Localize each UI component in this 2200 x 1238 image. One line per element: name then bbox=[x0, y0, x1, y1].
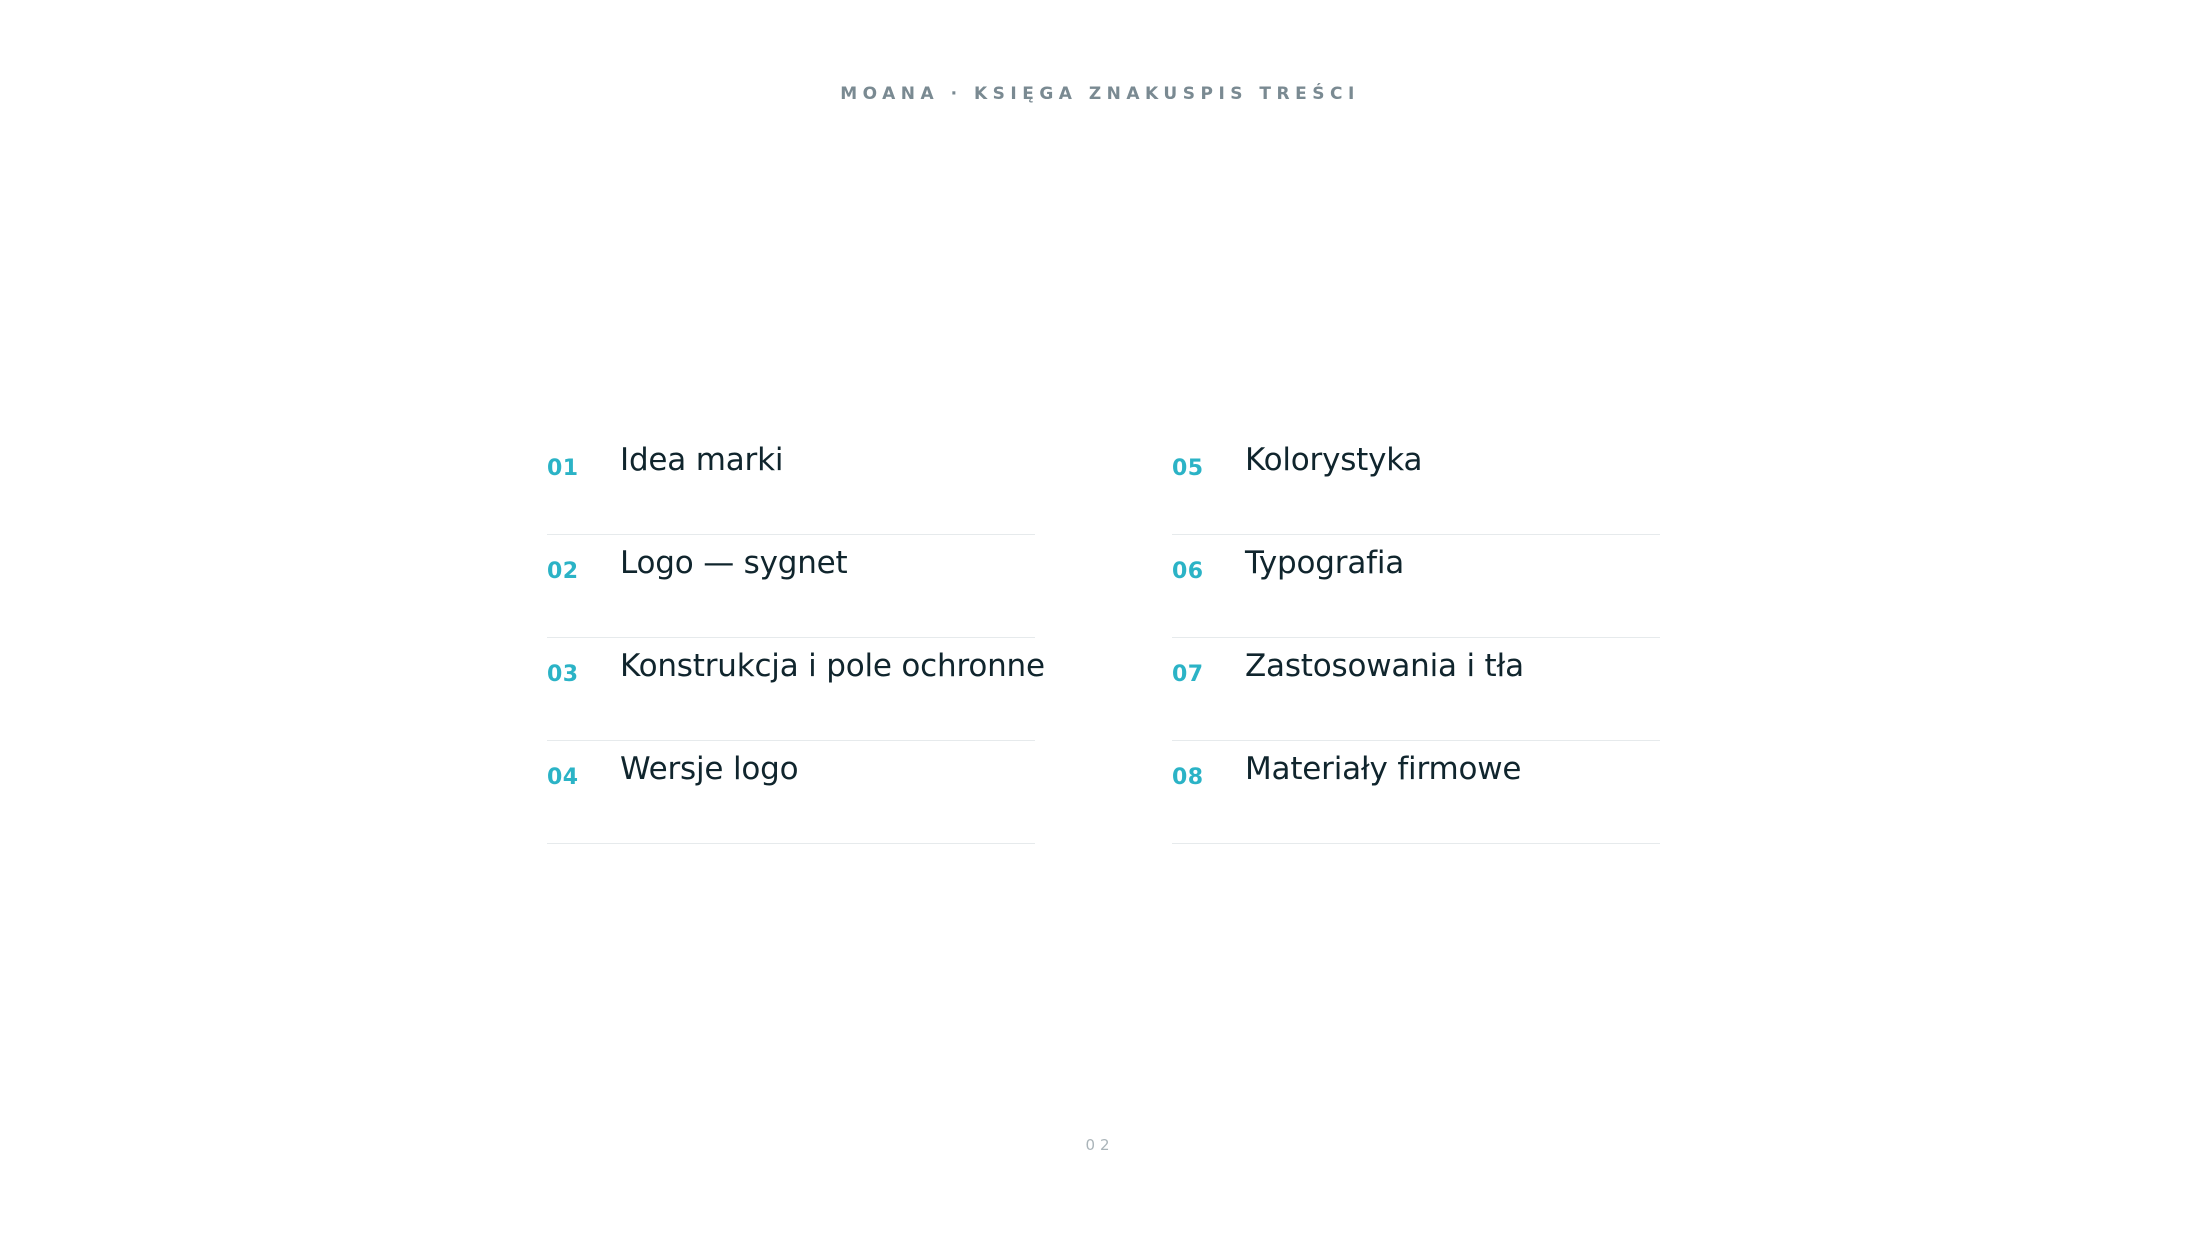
toc-item-title: Kolorystyka bbox=[1245, 442, 1423, 478]
toc-item-title: Zastosowania i tła bbox=[1245, 648, 1524, 684]
toc-item-title: Idea marki bbox=[620, 442, 784, 478]
toc-item-number: 06 bbox=[1172, 559, 1204, 584]
toc-item-number: 03 bbox=[547, 662, 579, 687]
toc-item-number: 01 bbox=[547, 456, 579, 481]
toc-item[interactable] bbox=[1172, 741, 1660, 844]
page-number: 02 bbox=[1085, 1136, 1115, 1154]
toc-item[interactable] bbox=[1172, 638, 1660, 741]
toc-item-number: 02 bbox=[547, 559, 579, 584]
toc-item[interactable] bbox=[547, 535, 1035, 638]
toc-left-column bbox=[547, 432, 1045, 844]
toc-item-title: Logo — sygnet bbox=[620, 545, 848, 581]
toc-item-title: Konstrukcja i pole ochronne bbox=[620, 648, 1045, 684]
toc-item[interactable] bbox=[547, 638, 1045, 741]
toc-item[interactable] bbox=[1172, 535, 1660, 638]
toc-item-number: 08 bbox=[1172, 765, 1204, 790]
toc-item-title: Wersje logo bbox=[620, 751, 799, 787]
toc-item-number: 04 bbox=[547, 765, 579, 790]
toc-item[interactable] bbox=[547, 432, 1035, 535]
toc-item[interactable] bbox=[547, 741, 1035, 844]
toc-item[interactable] bbox=[1172, 432, 1660, 535]
toc-item-number: 07 bbox=[1172, 662, 1204, 687]
toc-item-title: Typografia bbox=[1245, 545, 1405, 581]
table-of-contents bbox=[547, 432, 1660, 844]
document-header: MOANA · KSIĘGA ZNAKUSPIS TREŚCI bbox=[840, 84, 1360, 104]
toc-right-column bbox=[1172, 432, 1660, 844]
toc-item-title: Materiały firmowe bbox=[1245, 751, 1522, 787]
toc-item-number: 05 bbox=[1172, 456, 1204, 481]
